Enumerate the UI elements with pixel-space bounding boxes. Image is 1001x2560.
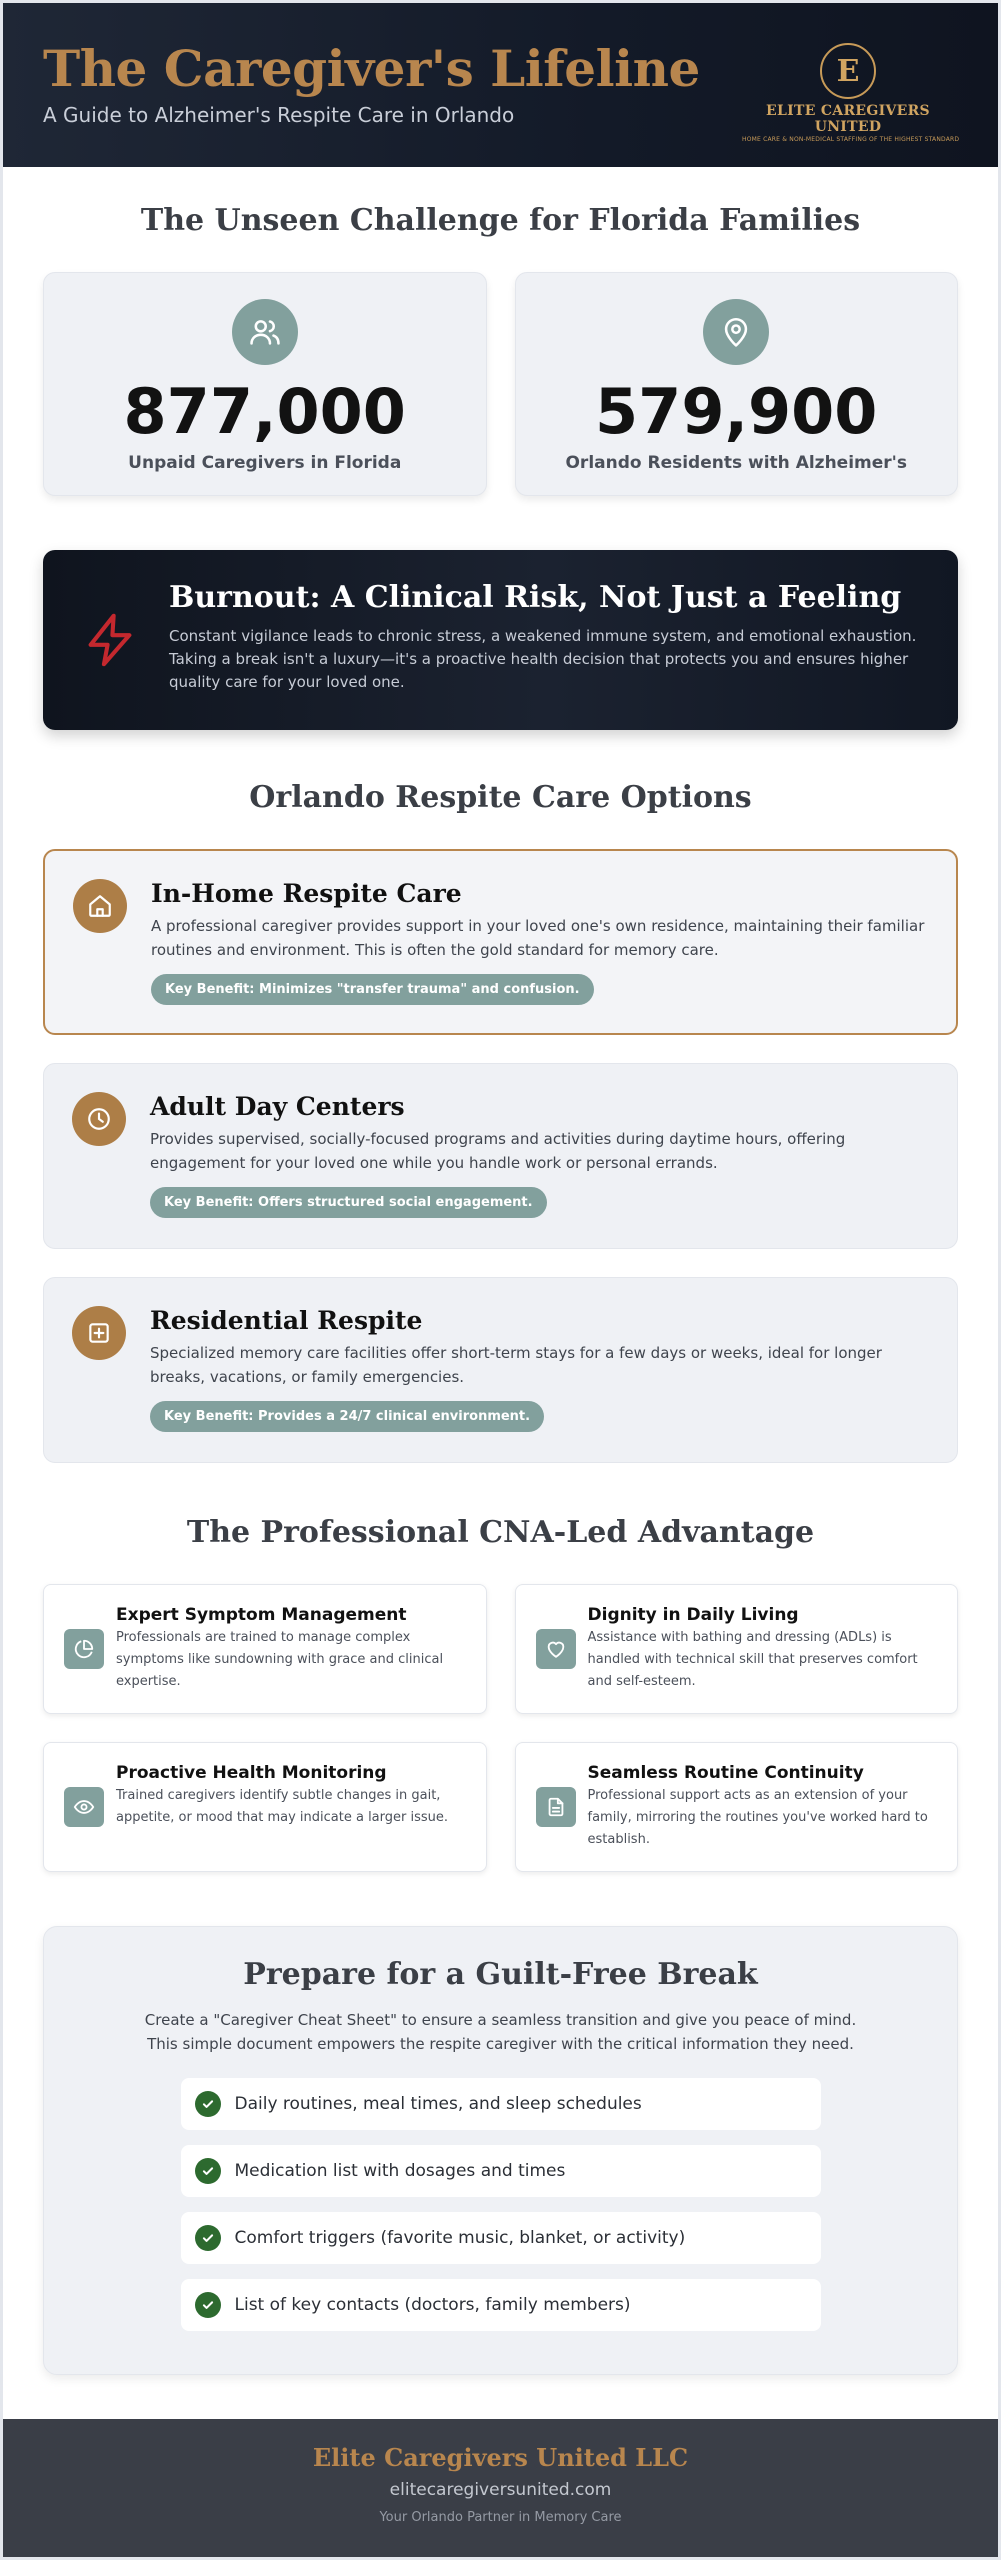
option-title: Residential Respite (150, 1306, 423, 1335)
advantage-card (515, 1584, 959, 1714)
key-benefit-badge: Key Benefit: Minimizes "transfer trauma" and confusion. (151, 974, 594, 1005)
footer-website-link[interactable]: elitecaregiversunited.com (389, 2480, 612, 2500)
map-pin-icon (703, 299, 769, 365)
checklist-item (181, 2078, 821, 2130)
prepare-title: Prepare for a Guilt-Free Break (243, 1957, 758, 1992)
key-benefit-badge: Key Benefit: Offers structured social engagement. (150, 1187, 547, 1218)
checklist-item (181, 2279, 821, 2331)
page-subtitle: A Guide to Alzheimer's Respite Care in Orlando (43, 103, 515, 127)
stats-row (3, 272, 998, 496)
heart-icon (536, 1629, 576, 1669)
options-section-title: Orlando Respite Care Options (249, 780, 752, 815)
lightning-icon (81, 608, 139, 676)
company-logo (742, 43, 960, 143)
prepare-section (43, 1926, 958, 2375)
check-icon (195, 2091, 221, 2117)
key-benefit-badge: Key Benefit: Provides a 24/7 clinical environment. (150, 1401, 544, 1432)
advantage-card (43, 1742, 487, 1872)
footer-tagline: Your Orlando Partner in Memory Care (379, 2510, 622, 2525)
page-title: The Caregiver's Lifeline (43, 39, 700, 98)
stat-value: 579,900 (595, 375, 878, 448)
pie-chart-icon (64, 1629, 104, 1669)
document-icon (536, 1787, 576, 1827)
stat-label: Orlando Residents with Alzheimer's (565, 453, 907, 473)
stat-card-caregivers (43, 272, 487, 496)
checklist-item (181, 2145, 821, 2197)
advantage-text: Trained caregivers identify subtle changes in gait, appetite, or mood that may indicate a larger issue. (116, 1788, 449, 1825)
stat-card-residents (515, 272, 959, 496)
checklist-item-label: Comfort triggers (favorite music, blanket, or activity) (234, 2228, 686, 2248)
stat-label: Unpaid Caregivers in Florida (128, 453, 402, 473)
page-header (3, 3, 998, 167)
advantage-title: Proactive Health Monitoring (116, 1763, 387, 1783)
burnout-banner (43, 550, 958, 730)
medical-plus-icon (72, 1306, 126, 1360)
check-icon (195, 2158, 221, 2184)
advantage-grid (3, 1584, 998, 1872)
advantage-card (43, 1584, 487, 1714)
footer-company-name: Elite Caregivers United LLC (312, 2443, 689, 2472)
checklist-item-label: Daily routines, meal times, and sleep schedules (234, 2094, 642, 2114)
option-text: Specialized memory care facilities offer short-term stays for a few days or weeks, ideal for longer breaks, vacations, or family emergencies. (150, 1344, 882, 1386)
option-text: Provides supervised, socially-focused programs and activities during daytime hours, offering engagement for your loved one while you handle work or personal errands. (150, 1130, 846, 1172)
option-title: Adult Day Centers (150, 1092, 405, 1121)
checklist-item-label: Medication list with dosages and times (234, 2161, 566, 2181)
prepare-intro-line: This simple document empowers the respite caregiver with the critical information they need. (147, 2035, 854, 2053)
option-card-residential (43, 1277, 958, 1463)
logo-tagline: HOME CARE & NON-MEDICAL STAFFING OF THE HIGHEST STANDARD (742, 136, 960, 143)
check-icon (195, 2292, 221, 2318)
logo-monogram: E (820, 43, 876, 99)
option-card-day-centers (43, 1063, 958, 1249)
checklist-item-label: List of key contacts (doctors, family members) (234, 2295, 631, 2315)
option-title: In-Home Respite Care (151, 879, 462, 908)
advantage-card (515, 1742, 959, 1872)
advantage-section-title: The Professional CNA-Led Advantage (186, 1515, 815, 1550)
advantage-text: Professional support acts as an extension of your family, mirroring the routines you've worked hard to establish. (587, 1788, 928, 1847)
prepare-intro (44, 2008, 957, 2056)
stat-value: 877,000 (123, 375, 406, 448)
advantage-title: Dignity in Daily Living (587, 1605, 799, 1625)
home-icon (73, 879, 127, 933)
page-footer (3, 2419, 998, 2557)
advantage-text: Assistance with bathing and dressing (ADLs) is handled with technical skill that preserves comfort and self-esteem. (587, 1630, 918, 1689)
advantage-title: Seamless Routine Continuity (587, 1763, 864, 1783)
burnout-text: Constant vigilance leads to chronic stress, a weakened immune system, and emotional exhaustion. Taking a break isn't a luxury—it's a proactive health decision that protects you and ensures higher quality care for your loved one. (169, 627, 917, 691)
clock-icon (72, 1092, 126, 1146)
option-text: A professional caregiver provides support in your loved one's own residence, maintaining their familiar routines and environment. This is often the gold standard for memory care. (151, 917, 925, 959)
advantage-text: Professionals are trained to manage complex symptoms like sundowning with grace and clinical expertise. (116, 1630, 444, 1689)
prepare-intro-line: Create a "Caregiver Cheat Sheet" to ensure a seamless transition and give you peace of mind. (144, 2011, 857, 2029)
eye-icon (64, 1787, 104, 1827)
users-icon (232, 299, 298, 365)
cheat-sheet-checklist (181, 2078, 821, 2331)
logo-name: ELITE CAREGIVERS UNITED (766, 103, 930, 135)
checklist-item (181, 2212, 821, 2264)
challenge-section-title: The Unseen Challenge for Florida Families (140, 203, 861, 238)
advantage-title: Expert Symptom Management (116, 1605, 407, 1625)
check-icon (195, 2225, 221, 2251)
option-card-in-home (43, 849, 958, 1035)
burnout-title: Burnout: A Clinical Risk, Not Just a Feeling (169, 580, 902, 615)
